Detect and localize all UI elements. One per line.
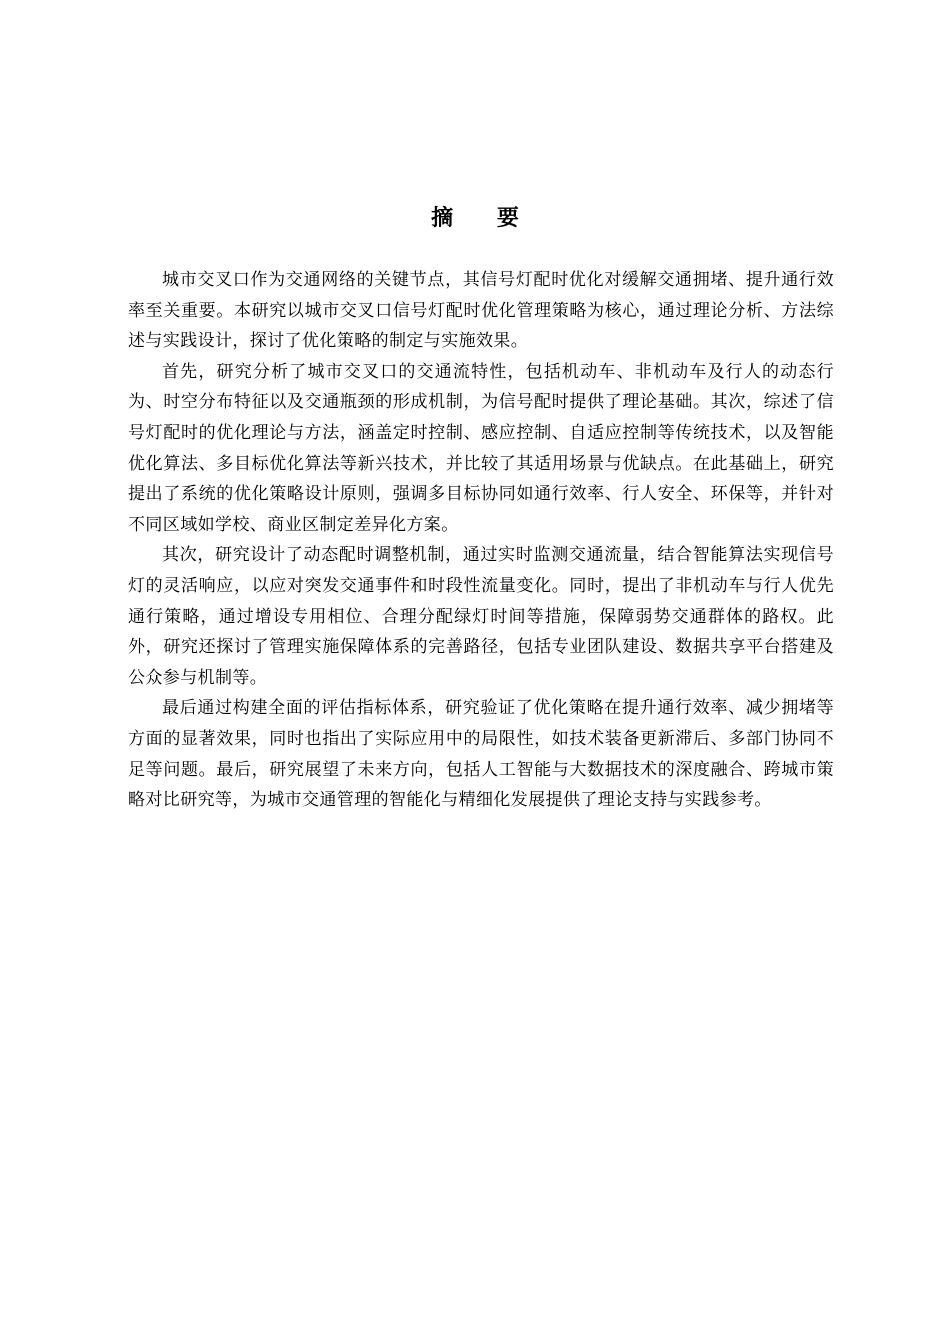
abstract-paragraph-3: 其次，研究设计了动态配时调整机制，通过实时监测交通流量，结合智能算法实现信号灯的灵活响应，以应对突发交通事件和时段性流量变化。同时，提出了非机动车与行人优先通行策略，通过增设专用相位、合理分配绿灯时间等措施，保障弱势交通群体的路权。此外，研究还探讨了管理实施保障体系的完善路径，包括专业团队建设、数据共享平台搭建及公众参与机制等。: [128, 545, 834, 688]
abstract-paragraph-2: 首先，研究分析了城市交叉口的交通流特性，包括机动车、非机动车及行人的动态行为、时空分布特征以及交通瓶颈的形成机制，为信号配时提供了理论基础。其次，综述了信号灯配时的优化理论与方法，涵盖定时控制、感应控制、自适应控制等传统技术，以及智能优化算法、多目标优化算法等新兴技术，并比较了其适用场景与优缺点。在此基础上，研究提出了系统的优化策略设计原则，强调多目标协同如通行效率、行人安全、环保等，并针对不同区域如学校、商业区制定差异化方案。: [128, 361, 834, 535]
abstract-body: [128, 265, 834, 816]
abstract-title: 摘 要: [431, 205, 537, 231]
abstract-paragraph-4: 最后通过构建全面的评估指标体系，研究验证了优化策略在提升通行效率、减少拥堵等方面的显著效果，同时也指出了实际应用中的局限性，如技术装备更新滞后、多部门协同不足等问题。最后，研究展望了未来方向，包括人工智能与大数据技术的深度融合、跨城市策略对比研究等，为城市交通管理的智能化与精细化发展提供了理论支持与实践参考。: [128, 698, 834, 811]
abstract-paragraph-1: 城市交叉口作为交通网络的关键节点，其信号灯配时优化对缓解交通拥堵、提升通行效率至关重要。本研究以城市交叉口信号灯配时优化管理策略为核心，通过理论分析、方法综述与实践设计，探讨了优化策略的制定与实施效果。: [128, 270, 834, 352]
